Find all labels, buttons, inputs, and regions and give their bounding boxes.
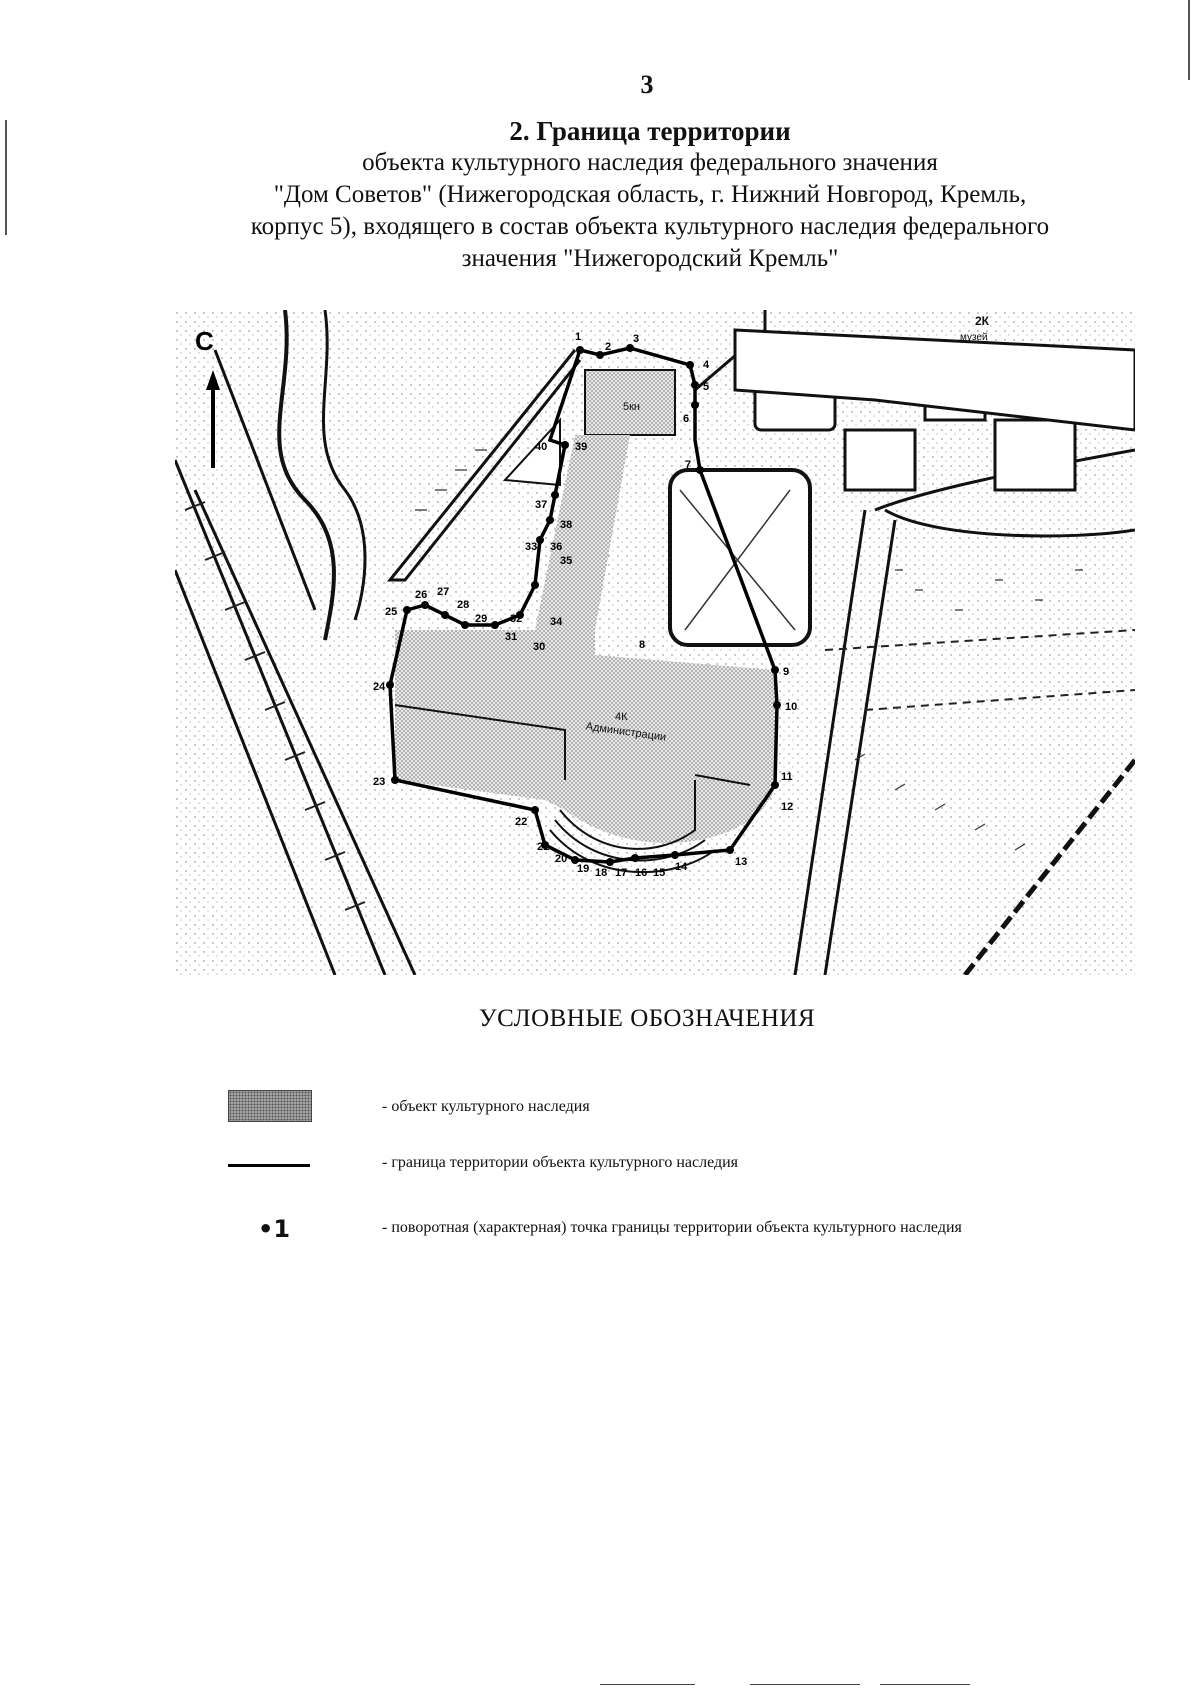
point-symbol: •1 <box>258 1215 291 1243</box>
point-label: 32 <box>510 613 523 625</box>
building-label: 2К <box>975 314 989 328</box>
building-label: 4К <box>615 711 628 723</box>
point-label: 5 <box>703 381 710 393</box>
point-label: 29 <box>475 613 488 625</box>
point-label: 9 <box>783 666 790 678</box>
point-label: 6 <box>683 413 690 425</box>
point-label: 23 <box>373 776 386 788</box>
point-label: 39 <box>575 441 588 453</box>
point-label: 26 <box>415 589 428 601</box>
point-label: 40 <box>535 441 548 453</box>
point-label: 3 <box>633 333 640 345</box>
document-heading: 2. Граница территории <box>509 116 791 146</box>
title-line: корпус 5), входящего в состав объекта культурного наследия федерального <box>250 213 1050 240</box>
point-label: 38 <box>560 519 573 531</box>
building-label: музей <box>960 332 988 343</box>
border-line-swatch <box>228 1164 310 1167</box>
point-label: 28 <box>457 599 470 611</box>
point-label: 19 <box>577 863 590 875</box>
point-label: 35 <box>560 555 573 567</box>
title-line: значения "Нижегородский Кремль" <box>461 245 839 272</box>
point-label: 4 <box>703 359 710 371</box>
point-label: 24 <box>373 681 386 693</box>
point-label: 14 <box>675 861 688 873</box>
point-label: 10 <box>785 701 798 713</box>
legend-item-label: - объект культурного наследия <box>382 1098 590 1115</box>
point-label: 8 <box>639 639 646 651</box>
scan-edge-mark <box>1188 0 1190 80</box>
point-label: 13 <box>735 856 748 868</box>
point-label: 15 <box>653 867 666 879</box>
point-label: 36 <box>550 541 563 553</box>
point-label: 21 <box>537 841 550 853</box>
point-label: 20 <box>555 853 568 865</box>
legend-title: УСЛОВНЫЕ ОБОЗНАЧЕНИЯ <box>478 1005 816 1032</box>
point-label: 22 <box>515 816 528 828</box>
footer-rule <box>750 1684 860 1685</box>
point-label: 2 <box>605 341 612 353</box>
point-label: 31 <box>505 631 518 643</box>
building-label: Администрации <box>584 720 667 744</box>
hatched-area-swatch <box>228 1090 312 1122</box>
point-label: 1 <box>575 331 582 343</box>
point-label: 34 <box>550 616 563 628</box>
legend-item-label: - поворотная (характерная) точка границы территории объекта культурного наследия <box>382 1219 962 1236</box>
title-block <box>150 115 1150 275</box>
footer-rule <box>600 1684 695 1685</box>
north-label: С <box>195 326 214 356</box>
boundary-map <box>175 310 1135 975</box>
footer-rule <box>880 1684 970 1685</box>
point-label: 12 <box>781 801 794 813</box>
title-line: объекта культурного наследия федерального значения <box>362 149 938 176</box>
point-label: 25 <box>385 606 398 618</box>
title-line: "Дом Советов" (Нижегородская область, г. Нижний Новгород, Кремль, <box>273 181 1027 208</box>
point-label: 16 <box>635 867 648 879</box>
page-number: 3 <box>640 70 654 99</box>
scan-edge-mark <box>5 120 7 235</box>
point-label: 18 <box>595 867 608 879</box>
point-label: 30 <box>533 641 546 653</box>
point-label: 11 <box>781 771 793 783</box>
legend-item-label: - граница территории объекта культурного наследия <box>382 1154 739 1171</box>
point-label: 33 <box>525 541 538 553</box>
point-label: 37 <box>535 499 548 511</box>
building-label: 5кн <box>623 401 641 413</box>
point-label: 7 <box>685 459 692 471</box>
point-label: 17 <box>615 867 628 879</box>
point-label: 27 <box>437 586 450 598</box>
